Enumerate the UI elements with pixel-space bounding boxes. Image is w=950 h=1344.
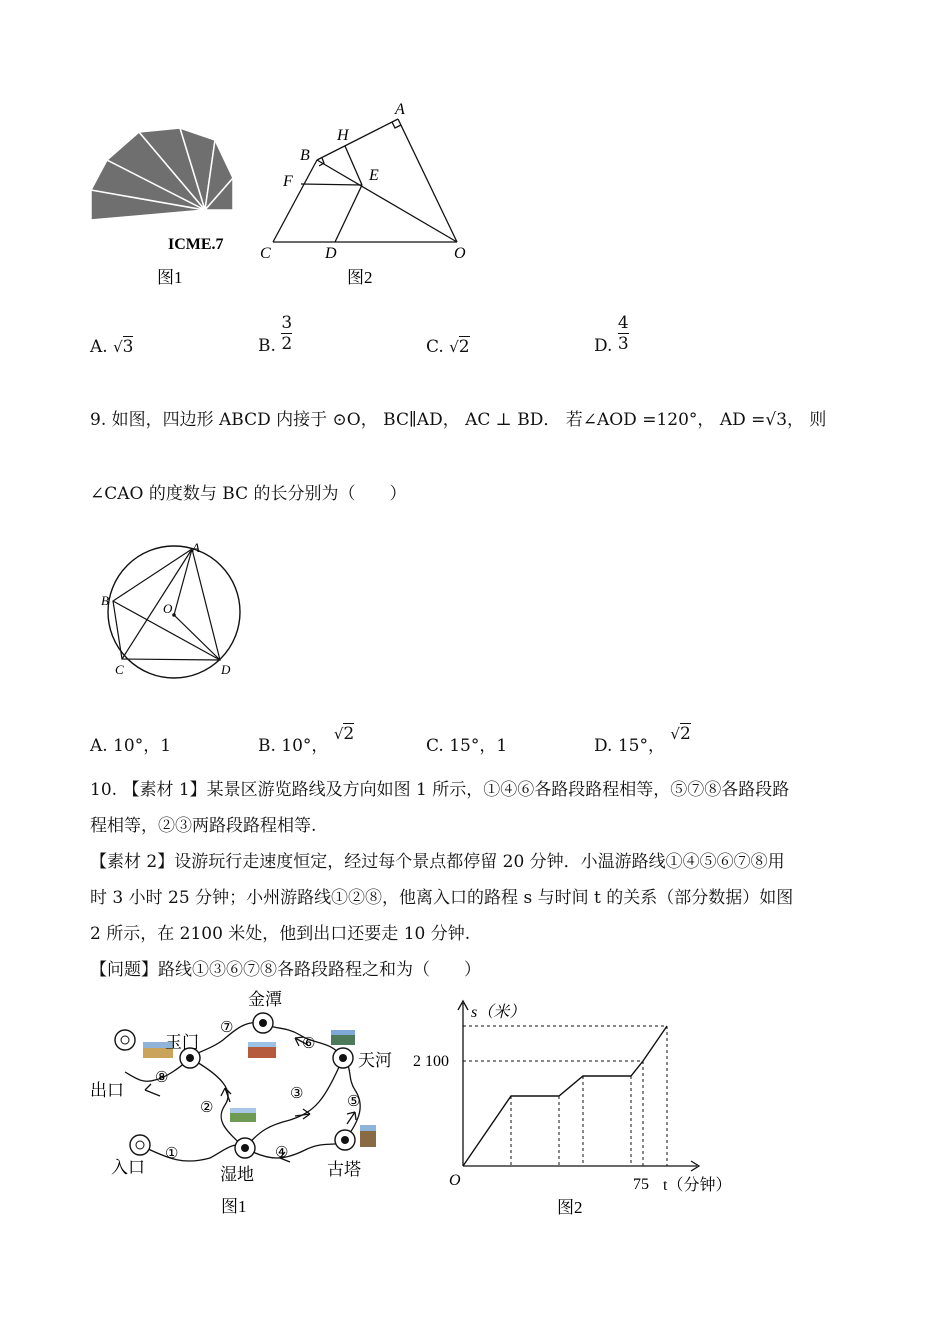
- icme-spiral: [91, 128, 233, 220]
- denominator: 3: [617, 334, 629, 354]
- q9-line1: 9. 如图，四边形 ABCD 内接于 ⊙O， BC∥AD， AC ⊥ BD． 若∠AOD =120°， AD =√3， 则: [90, 410, 827, 430]
- q8-figures: [85, 100, 485, 295]
- route-nodes: [115, 1013, 355, 1158]
- denominator: 2: [281, 334, 293, 354]
- place-rukou: 入口: [111, 1158, 145, 1177]
- y-tick-label: 2 100: [413, 1053, 449, 1070]
- point-C: C: [260, 245, 271, 262]
- fraction: [618, 314, 629, 353]
- segment-5: ⑤: [347, 1094, 361, 1110]
- y-axis-label: s（米）: [471, 1004, 526, 1021]
- q9-option-d[interactable]: D. 15°， √2: [594, 724, 691, 756]
- point-D: D: [221, 662, 231, 677]
- place-chukou: 出口: [90, 1081, 124, 1100]
- root-value: 2: [679, 724, 691, 744]
- point-D: D: [325, 245, 337, 262]
- st-chart: [405, 995, 750, 1225]
- circle-o: [108, 546, 240, 678]
- q9-option-c[interactable]: C. 15°，1: [426, 736, 508, 756]
- option-label: A.: [90, 337, 108, 357]
- q9-circle-figure: [95, 535, 255, 685]
- fig2-geometry: [273, 119, 457, 242]
- q10-line: 2 所示，在 2100 米处，他到出口还要走 10 分钟.: [90, 924, 471, 944]
- segment-3: ③: [290, 1086, 304, 1102]
- point-A: A: [192, 540, 200, 555]
- series-line: [463, 1026, 667, 1166]
- point-E: E: [369, 167, 379, 184]
- numerator: 3: [281, 313, 293, 334]
- place-guta: 古塔: [327, 1160, 361, 1179]
- fraction: [281, 314, 292, 353]
- q10-line: 时 3 小时 25 分钟；小州游路线①②⑧，他离入口的路程 s 与时间 t 的关系（部分数据）如图: [90, 888, 794, 908]
- point-F: F: [283, 173, 293, 190]
- point-A: A: [395, 101, 405, 118]
- origin-label: O: [449, 1172, 461, 1189]
- q10-text: [90, 772, 870, 988]
- numerator: 4: [617, 313, 629, 334]
- place-shidi: 湿地: [220, 1165, 254, 1184]
- route-map: [85, 990, 425, 1225]
- fig1-caption: 图1: [157, 268, 183, 287]
- q8-option-b[interactable]: [258, 312, 292, 356]
- q10-line: 程相等，②③两路段路程相等.: [90, 816, 317, 836]
- segment-8: ⑧: [155, 1070, 169, 1086]
- place-jintan: 金潭: [248, 990, 282, 1009]
- chart-caption: 图2: [557, 1198, 583, 1217]
- q8-option-d[interactable]: [594, 312, 629, 356]
- q9-option-a[interactable]: A. 10°，1: [90, 736, 172, 756]
- point-B: B: [101, 593, 109, 608]
- option-prefix: B. 10°，: [258, 736, 329, 756]
- x-axis-label: t（分钟）: [663, 1177, 732, 1194]
- x-tick-label: 75: [633, 1176, 649, 1193]
- q9-option-b[interactable]: B. 10°， √2: [258, 724, 355, 756]
- q8-option-c[interactable]: C. √2: [426, 337, 470, 357]
- map-caption: 图1: [221, 1197, 247, 1216]
- q8-option-a[interactable]: A. √3: [90, 337, 134, 357]
- place-tianhe: 天河: [358, 1051, 392, 1070]
- point-O: O: [163, 601, 173, 616]
- segment-7: ⑦: [220, 1020, 234, 1036]
- root-value: 3: [122, 337, 134, 357]
- option-label: D.: [594, 336, 613, 356]
- q10-line: 【问题】路线①③⑥⑦⑧各路段路程之和为（ ）: [90, 960, 481, 980]
- option-prefix: D. 15°，: [594, 736, 665, 756]
- segment-4: ④: [275, 1145, 289, 1161]
- q10-line: 【素材 2】设游玩行走速度恒定，经过每个景点都停留 20 分钟．小温游路线①④⑤⑥⑦⑧用: [90, 852, 785, 872]
- point-H: H: [337, 127, 349, 144]
- segment-6: ⑥: [302, 1036, 316, 1052]
- place-yumen: 玉门: [165, 1033, 199, 1052]
- option-label: C.: [426, 337, 444, 357]
- chart-lines: [463, 1026, 667, 1166]
- point-B: B: [300, 147, 310, 164]
- option-label: B.: [258, 336, 276, 356]
- icme-label: ICME.7: [168, 236, 224, 253]
- q10-line: 10. 【素材 1】某景区游览路线及方向如图 1 所示，①④⑥各路段路程相等，⑤⑦⑧各路段路: [90, 780, 790, 800]
- root-value: 2: [343, 724, 355, 744]
- point-O: O: [454, 245, 466, 262]
- point-C: C: [115, 662, 124, 677]
- root-value: 2: [458, 337, 470, 357]
- segment-2: ②: [200, 1100, 214, 1116]
- q9-line2: ∠CAO 的度数与 BC 的长分别为（ ）: [90, 484, 407, 504]
- chart-guides: [463, 1026, 667, 1166]
- segment-1: ①: [165, 1146, 179, 1162]
- fig2-caption: 图2: [347, 268, 373, 287]
